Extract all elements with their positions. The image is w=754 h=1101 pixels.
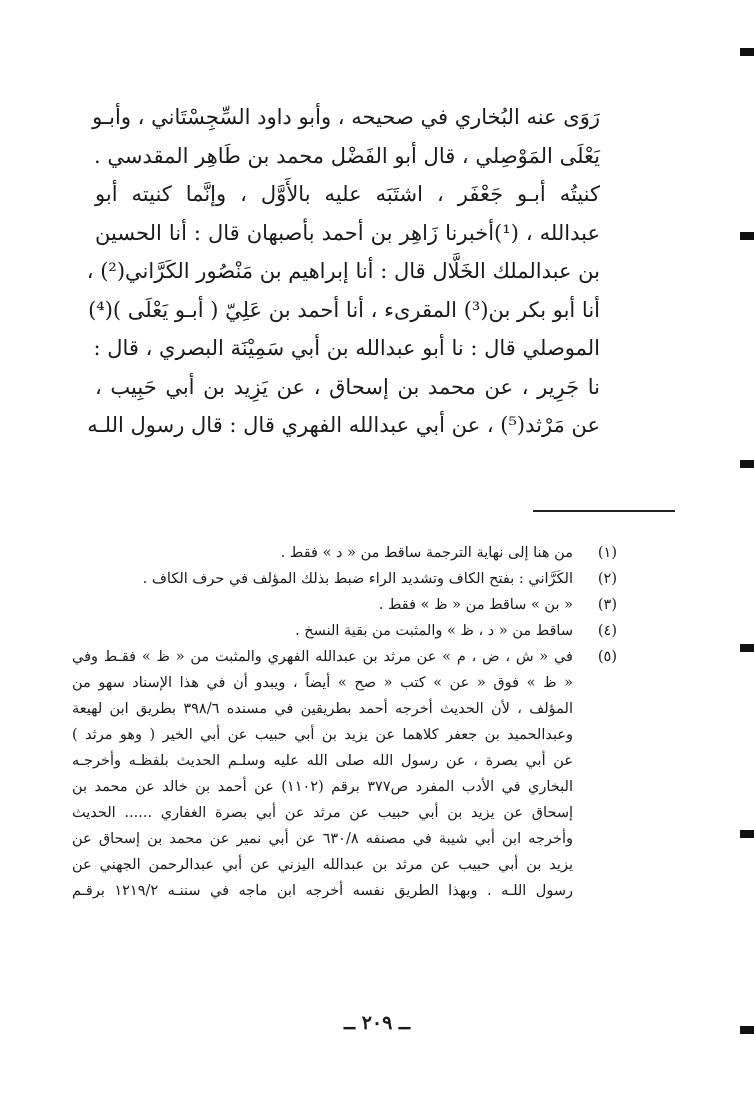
footnote-line: ساقط من « د ، ظ » والمثبت من بقية النسخ . — [295, 623, 573, 639]
main-text-line: أنا أبو بكر بن(³) المقرىء ، أنا أحمد بن عَلِيّ ( أبـو يَعْلَى )(⁴) — [88, 297, 600, 322]
footnotes-block — [72, 540, 617, 904]
scan-edge-mark — [740, 644, 754, 652]
footnote-body — [72, 644, 573, 904]
footnote-line: رسول اللـه . وبهذا الطريق نفسه أخرجه ابن ماجه في سننـه ١٢١٩/٢ برقـم — [72, 883, 573, 899]
main-text-line: يَعْلَى المَوْصِلي ، قال أبو الفَضْل محمد بن طَاهِر المقدسي . — [93, 143, 600, 168]
footnote-line: وعبدالحميد بن جعفر كلاهما عن يزيد بن أبي حبيب عن أبي الخير ( وهو مرثد ) — [72, 727, 573, 743]
footnote-line: « بن » ساقط من « ظ » فقط . — [378, 597, 573, 613]
scan-edge-mark — [740, 232, 754, 240]
footnote-line: عن أبي بصرة ، عن رسول الله صلى الله عليه وسلـم الحديث بلفظـه وأخرجـه — [72, 753, 573, 769]
main-text-line: كنيتُه أبـو جَعْفَر ، اشتَبَه عليه بالأَوَّل ، وإنَّما كنيته أبو — [95, 182, 600, 206]
main-text-line: عن مَرْثد(⁵) ، عن أبي عبدالله الفهري قال : قال رسول اللـه — [87, 413, 600, 437]
footnote — [72, 540, 617, 566]
footnote-line: يزيد بن أبي حبيب عن مرثد بن عبدالله اليزني عن أبي عبدالرحمن الجهني عن — [72, 857, 573, 873]
footnote-line: البخاري في الأدب المفرد ص٣٧٧ برقم (١١٠٢) عن أحمد بن خالد عن محمد بن — [72, 779, 573, 795]
footnote-body — [72, 566, 573, 592]
footnote-line: في « ش ، ض ، م » عن مرثد بن عبدالله الفهري والمثبت من « ظ » فقـط وفي — [72, 649, 573, 665]
footnote-body — [72, 618, 573, 644]
page-number: ــ ٢٠٩ ــ — [343, 1012, 411, 1034]
scan-edge-mark — [740, 48, 754, 56]
footnote-line: الكَرَّاني : بفتح الكاف وتشديد الراء ضبط بذلك المؤلف في حرف الكاف . — [142, 571, 573, 587]
scan-edge-mark — [740, 830, 754, 838]
footnote — [72, 592, 617, 618]
scan-edge-mark — [740, 460, 754, 468]
footnote-number: (٤) — [597, 623, 617, 639]
footnote-line: من هنا إلى نهاية الترجمة ساقط من « د » فقط . — [280, 545, 573, 561]
main-text-line: رَوَى عنه البُخاري في صحيحه ، وأبو داود السِّجِسْتَاني ، وأبـو — [92, 105, 600, 129]
main-text-line: بن عبدالملك الخَلَّال قال : أنا إبراهيم بن مَنْصُور الكَرَّاني(²) ، — [86, 259, 600, 283]
footnote-line: وأخرجه ابن أبي شيبة في مصنفه ٦٣٠/٨ عن أبي نمير عن محمد بن إسحاق عن — [72, 831, 573, 847]
footnote-line: « ظ » فوق « عن » كتب « صح » أيضاً ، ويبدو أن في هذا الإسناد سهو من — [72, 675, 573, 691]
footnote — [72, 644, 617, 904]
main-text-line: عبدالله ، (¹)أخبرنا زَاهِر بن أحمد بأصبهان قال : أنا الحسين — [95, 220, 600, 245]
footnote-line: إسحاق عن يزيد بن أبي حبيب عن مرثد عن أبي بصرة الغفاري ...... الحديث — [72, 805, 573, 821]
main-text-line: الموصلي قال : نا أبو عبدالله بن أبي سَمِيْنَة البصري ، قال : — [93, 336, 600, 360]
footnote-number: (٥) — [597, 649, 617, 665]
footnote — [72, 618, 617, 644]
footnote-line: المؤلف ، لأن الحديث أخرجه أحمد بطريقين في مسنده ٣٩٨/٦ بطريق ابن لهيعة — [72, 701, 573, 717]
footnote-body — [72, 540, 573, 566]
scan-edge-mark — [740, 1026, 754, 1034]
footnote-body — [72, 592, 573, 618]
main-text-line: نا جَرِير ، عن محمد بن إسحاق ، عن يَزِيد بن أبي حَبِيب ، — [95, 374, 600, 399]
footnote-number: (٣) — [597, 597, 617, 613]
footnote — [72, 566, 617, 592]
footnote-number: (٢) — [597, 571, 617, 587]
footnote-divider — [533, 510, 675, 512]
main-text-block — [86, 98, 600, 445]
footnote-number: (١) — [597, 545, 617, 561]
